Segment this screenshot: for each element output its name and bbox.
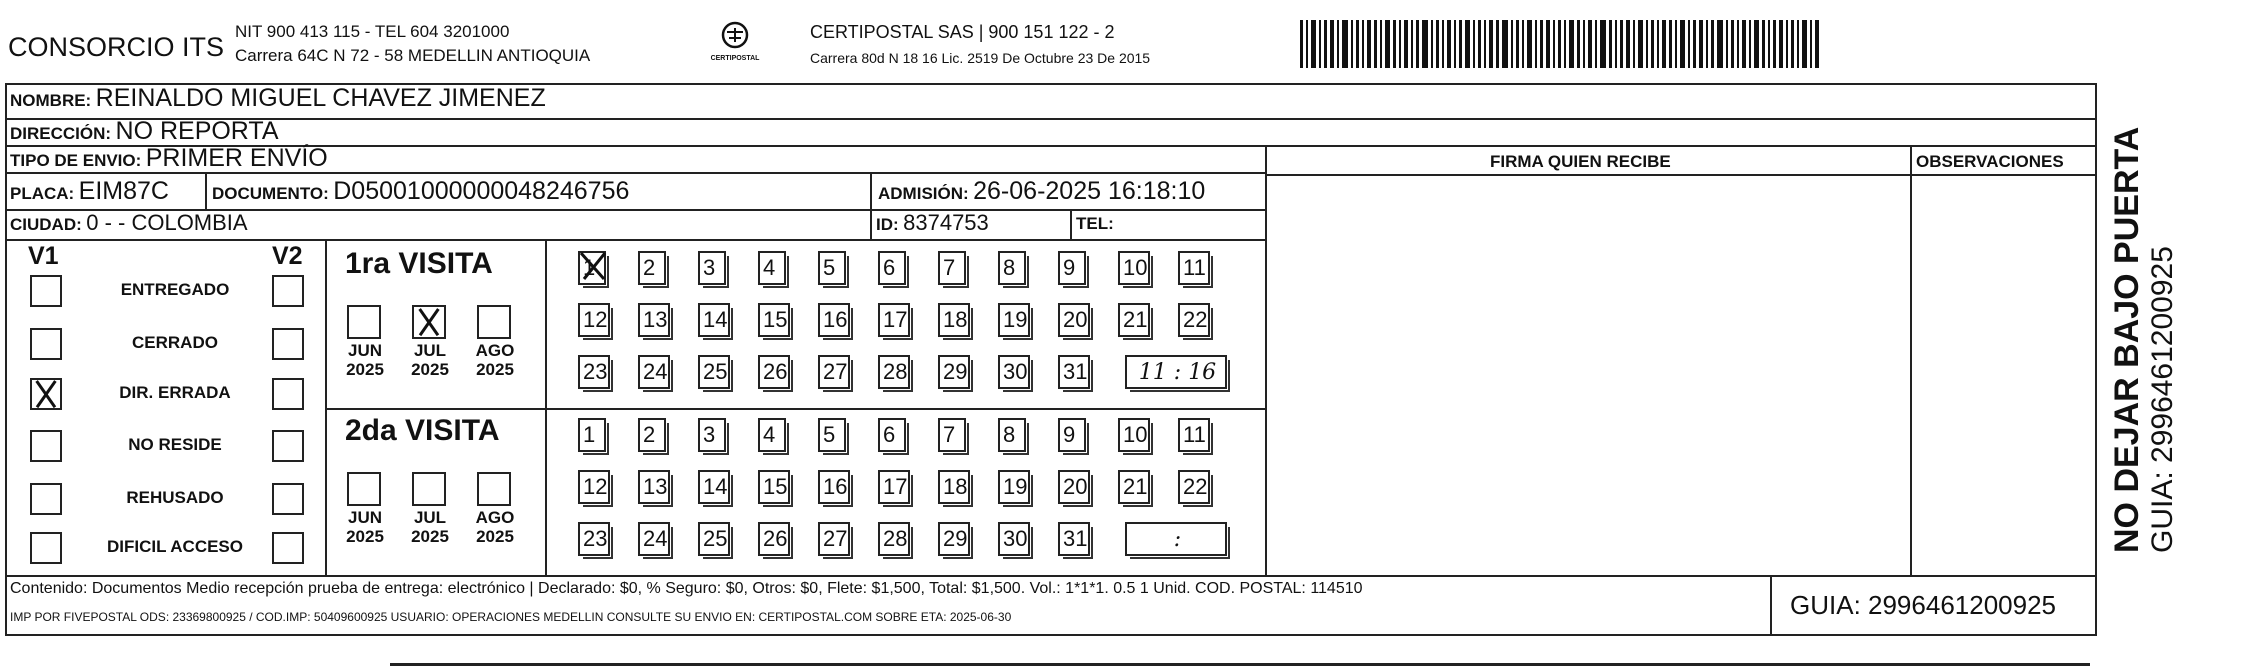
day-number: 11 xyxy=(1183,422,1206,447)
day-box[interactable] xyxy=(878,522,910,556)
day-number: 20 xyxy=(1063,474,1088,499)
month-name: JUL xyxy=(413,508,447,527)
nombre-label: NOMBRE: xyxy=(10,91,92,110)
side-text xyxy=(2108,127,2180,553)
logo-text: CERTIPOSTAL xyxy=(710,55,760,62)
day-box[interactable] xyxy=(1058,522,1090,556)
v2-checkbox[interactable] xyxy=(272,483,304,515)
day-box[interactable] xyxy=(638,355,670,389)
day-number: 28 xyxy=(883,359,908,384)
day-number: 21 xyxy=(1123,474,1148,499)
day-number: 10 xyxy=(1123,255,1148,280)
day-number: 17 xyxy=(883,474,908,499)
day-box[interactable] xyxy=(578,303,610,337)
day-number: 30 xyxy=(1003,359,1028,384)
day-box[interactable] xyxy=(818,418,846,452)
day-box[interactable] xyxy=(578,418,606,452)
status-label: ENTREGADO xyxy=(120,280,230,299)
side-line-2: GUIA: 2996461200925 xyxy=(2146,246,2179,553)
month-label xyxy=(337,341,393,379)
v1-label: V1 xyxy=(28,242,59,270)
day-number: 8 xyxy=(1003,422,1016,447)
month-name: JUN xyxy=(347,508,382,527)
day-number: 18 xyxy=(943,307,968,332)
day-number: 12 xyxy=(583,474,608,499)
day-number: 29 xyxy=(943,359,968,384)
visit-title: 1ra VISITA xyxy=(345,247,493,280)
day-box[interactable] xyxy=(998,522,1030,556)
day-box[interactable] xyxy=(1058,355,1090,389)
logo-icon xyxy=(717,20,753,50)
month-year: 2025 xyxy=(346,527,384,546)
day-box[interactable] xyxy=(998,470,1030,504)
month-checkbox[interactable] xyxy=(412,305,446,339)
month-name: JUN xyxy=(347,341,382,360)
day-number: 7 xyxy=(943,255,956,280)
month-label xyxy=(402,508,458,546)
month-name: JUL xyxy=(413,341,447,360)
v2-checkbox[interactable] xyxy=(272,378,304,410)
nombre-field xyxy=(10,84,546,113)
day-box[interactable] xyxy=(1178,470,1210,504)
placa-value: EIM87C xyxy=(78,177,169,205)
day-number: 4 xyxy=(763,255,776,280)
day-box[interactable] xyxy=(758,522,790,556)
month-name: AGO xyxy=(475,508,515,527)
day-box[interactable] xyxy=(938,355,970,389)
month-label xyxy=(337,508,393,546)
v2-checkbox[interactable] xyxy=(272,275,304,307)
nit-line: NIT 900 413 115 - TEL 604 3201000 xyxy=(235,22,510,41)
barcode xyxy=(1300,18,1822,68)
day-box[interactable] xyxy=(1118,251,1150,285)
day-box[interactable] xyxy=(938,418,966,452)
day-box[interactable] xyxy=(938,522,970,556)
day-box[interactable] xyxy=(1178,303,1210,337)
month-name: AGO xyxy=(475,341,515,360)
day-box[interactable] xyxy=(638,303,670,337)
day-number: 19 xyxy=(1003,307,1028,332)
ciudad-label: CIUDAD: xyxy=(10,215,82,234)
tel-label: TEL: xyxy=(1076,214,1114,233)
v1-checkbox[interactable] xyxy=(30,483,62,515)
day-box[interactable] xyxy=(638,251,666,285)
day-box[interactable] xyxy=(938,303,970,337)
month-checkbox[interactable] xyxy=(347,305,381,339)
day-box[interactable] xyxy=(638,470,670,504)
day-number: 29 xyxy=(943,526,968,551)
day-number: 7 xyxy=(943,422,956,447)
visit-title: 2da VISITA xyxy=(345,414,500,447)
direccion-field xyxy=(10,117,279,146)
day-number: 2 xyxy=(643,422,656,447)
admision-field xyxy=(878,177,1205,206)
admision-label: ADMISIÓN: xyxy=(878,184,969,203)
day-box[interactable] xyxy=(998,355,1030,389)
day-number: 1 xyxy=(583,255,596,280)
cert-line-1: CERTIPOSTAL SAS | 900 151 122 - 2 xyxy=(810,22,1115,42)
id-label: ID: xyxy=(876,215,899,234)
month-label xyxy=(402,341,458,379)
day-number: 11 xyxy=(1183,255,1206,280)
day-box[interactable] xyxy=(818,251,846,285)
status-label: DIFICIL ACCESO xyxy=(106,537,243,556)
day-box[interactable] xyxy=(578,355,610,389)
v2-label: V2 xyxy=(272,242,303,270)
tipo-value: PRIMER ENVÍO xyxy=(145,144,328,172)
day-box[interactable] xyxy=(878,418,906,452)
day-number: 21 xyxy=(1123,307,1148,332)
v2-checkbox[interactable] xyxy=(272,328,304,360)
day-number: 6 xyxy=(883,422,896,447)
documento-value: D05001000000048246756 xyxy=(333,177,630,205)
cert-line-2: Carrera 80d N 18 16 Lic. 2519 De Octubre 23 De 2015 xyxy=(810,50,1151,66)
day-number: 14 xyxy=(703,307,728,332)
v1-checkbox[interactable] xyxy=(30,328,62,360)
day-box[interactable] xyxy=(698,303,730,337)
tel-field xyxy=(1076,214,1114,234)
id-value: 8374753 xyxy=(903,210,989,235)
ciudad-field xyxy=(10,210,248,236)
day-box[interactable] xyxy=(1178,251,1210,285)
day-number: 6 xyxy=(883,255,896,280)
day-number: 20 xyxy=(1063,307,1088,332)
day-number: 9 xyxy=(1063,255,1076,280)
day-number: 22 xyxy=(1183,307,1208,332)
id-field xyxy=(876,210,989,236)
day-number: 13 xyxy=(643,307,668,332)
day-number: 13 xyxy=(643,474,668,499)
day-number: 23 xyxy=(583,359,608,384)
month-label xyxy=(467,508,523,546)
day-number: 18 xyxy=(943,474,968,499)
day-box[interactable] xyxy=(698,418,726,452)
day-box[interactable] xyxy=(758,303,790,337)
day-box[interactable] xyxy=(1118,303,1150,337)
placa-field xyxy=(10,177,169,206)
day-number: 26 xyxy=(763,526,788,551)
day-box[interactable] xyxy=(698,470,730,504)
day-box[interactable] xyxy=(878,251,906,285)
day-box[interactable] xyxy=(698,522,730,556)
imp-line: IMP POR FIVEPOSTAL ODS: 23369800925 / COD.IMP: 50409600925 USUARIO: OPERACIONES MEDELLIN CONSULTE SU ENVIO EN: CERTIPOSTAL.COM SOBRE ETA: 2025-06-30 xyxy=(10,610,1012,624)
day-box[interactable] xyxy=(1058,418,1086,452)
day-box[interactable] xyxy=(698,355,730,389)
day-box[interactable] xyxy=(638,522,670,556)
day-number: 15 xyxy=(763,307,788,332)
day-box[interactable] xyxy=(818,303,850,337)
firma-label: FIRMA QUIEN RECIBE xyxy=(1490,152,1671,171)
day-box[interactable] xyxy=(938,251,966,285)
day-number: 31 xyxy=(1063,526,1088,551)
month-year: 2025 xyxy=(346,360,384,379)
visit-time-box[interactable] xyxy=(1125,355,1227,389)
documento-label: DOCUMENTO: xyxy=(212,184,329,203)
placa-label: PLACA: xyxy=(10,184,75,203)
day-box[interactable] xyxy=(578,522,610,556)
v1-checkbox[interactable] xyxy=(30,532,62,564)
admision-value: 26-06-2025 16:18:10 xyxy=(973,177,1206,205)
day-number: 28 xyxy=(883,526,908,551)
day-box[interactable] xyxy=(578,470,610,504)
ciudad-value: 0 - - COLOMBIA xyxy=(86,210,248,235)
day-box[interactable] xyxy=(758,251,786,285)
day-number: 8 xyxy=(1003,255,1016,280)
side-line-1: NO DEJAR BAJO PUERTA xyxy=(2108,126,2146,553)
tipo-field xyxy=(10,144,328,173)
day-box[interactable] xyxy=(998,303,1030,337)
month-checkbox[interactable] xyxy=(412,472,446,506)
day-number: 27 xyxy=(823,526,848,551)
day-box[interactable] xyxy=(818,470,850,504)
day-box[interactable] xyxy=(1118,418,1150,452)
day-box[interactable] xyxy=(998,251,1026,285)
day-box[interactable] xyxy=(1178,418,1210,452)
day-number: 16 xyxy=(823,474,848,499)
day-box[interactable] xyxy=(998,418,1026,452)
header xyxy=(0,0,2241,85)
day-box[interactable] xyxy=(878,355,910,389)
v2-checkbox[interactable] xyxy=(272,430,304,462)
visit-time: 11 : 16 xyxy=(1138,360,1217,385)
day-box[interactable] xyxy=(758,355,790,389)
day-number: 1 xyxy=(583,422,596,447)
day-box[interactable] xyxy=(1058,251,1086,285)
day-number: 30 xyxy=(1003,526,1028,551)
month-year: 2025 xyxy=(476,360,514,379)
day-box[interactable] xyxy=(818,522,850,556)
day-number: 12 xyxy=(583,307,608,332)
day-box[interactable] xyxy=(638,418,666,452)
day-box[interactable] xyxy=(878,470,910,504)
day-number: 14 xyxy=(703,474,728,499)
nombre-value: REINALDO MIGUEL CHAVEZ JIMENEZ xyxy=(95,84,546,112)
day-box[interactable] xyxy=(878,303,910,337)
documento-field xyxy=(212,177,629,206)
month-checkbox[interactable] xyxy=(477,472,511,506)
day-box[interactable] xyxy=(578,251,606,285)
day-number: 5 xyxy=(823,255,836,280)
day-number: 27 xyxy=(823,359,848,384)
status-label: DIR. ERRADA xyxy=(119,383,231,402)
company-name: CONSORCIO ITS xyxy=(8,32,225,62)
day-number: 26 xyxy=(763,359,788,384)
month-checkbox[interactable] xyxy=(347,472,381,506)
status-label: REHUSADO xyxy=(126,488,224,507)
day-number: 25 xyxy=(703,526,728,551)
observaciones-label: OBSERVACIONES xyxy=(1916,152,2064,171)
month-checkbox[interactable] xyxy=(477,305,511,339)
address-line: Carrera 64C N 72 - 58 MEDELLIN ANTIOQUIA xyxy=(235,46,591,65)
day-number: 3 xyxy=(703,422,716,447)
day-number: 10 xyxy=(1123,422,1148,447)
visit-time-box[interactable] xyxy=(1125,522,1227,556)
day-number: 22 xyxy=(1183,474,1208,499)
day-box[interactable] xyxy=(1058,303,1090,337)
day-number: 4 xyxy=(763,422,776,447)
day-number: 5 xyxy=(823,422,836,447)
day-number: 24 xyxy=(643,526,668,551)
status-label: NO RESIDE xyxy=(128,435,222,454)
month-year: 2025 xyxy=(411,527,449,546)
day-number: 25 xyxy=(703,359,728,384)
v1-checkbox[interactable] xyxy=(30,378,62,410)
day-number: 23 xyxy=(583,526,608,551)
day-box[interactable] xyxy=(698,251,726,285)
day-number: 16 xyxy=(823,307,848,332)
month-label xyxy=(467,341,523,379)
contenido-line: Contenido: Documentos Medio recepción prueba de entrega: electrónico | Declarado: $0, % Seguro: $0, Otros: $0, Flete: $1,500, Total: $1,500. Vol.: 1*1*1. 0.5 1 Unid. COD. POSTAL: 114510 xyxy=(10,580,1363,597)
v1-checkbox[interactable] xyxy=(30,275,62,307)
month-year: 2025 xyxy=(476,527,514,546)
visit-time: : xyxy=(1173,527,1182,552)
status-label: CERRADO xyxy=(132,333,218,352)
day-box[interactable] xyxy=(1058,470,1090,504)
day-number: 24 xyxy=(643,359,668,384)
month-year: 2025 xyxy=(411,360,449,379)
day-number: 9 xyxy=(1063,422,1076,447)
day-box[interactable] xyxy=(818,355,850,389)
day-box[interactable] xyxy=(938,470,970,504)
v1-checkbox[interactable] xyxy=(30,430,62,462)
day-number: 3 xyxy=(703,255,716,280)
day-number: 17 xyxy=(883,307,908,332)
direccion-value: NO REPORTA xyxy=(115,117,279,145)
day-box[interactable] xyxy=(758,470,790,504)
day-number: 15 xyxy=(763,474,788,499)
certipostal-logo xyxy=(700,20,770,70)
day-number: 19 xyxy=(1003,474,1028,499)
guia-footer: GUIA: 2996461200925 xyxy=(1790,590,2056,620)
direccion-label: DIRECCIÓN: xyxy=(10,124,112,143)
day-number: 31 xyxy=(1063,359,1088,384)
tipo-label: TIPO DE ENVIO: xyxy=(10,151,142,170)
day-box[interactable] xyxy=(758,418,786,452)
v2-checkbox[interactable] xyxy=(272,532,304,564)
day-number: 2 xyxy=(643,255,656,280)
day-box[interactable] xyxy=(1118,470,1150,504)
